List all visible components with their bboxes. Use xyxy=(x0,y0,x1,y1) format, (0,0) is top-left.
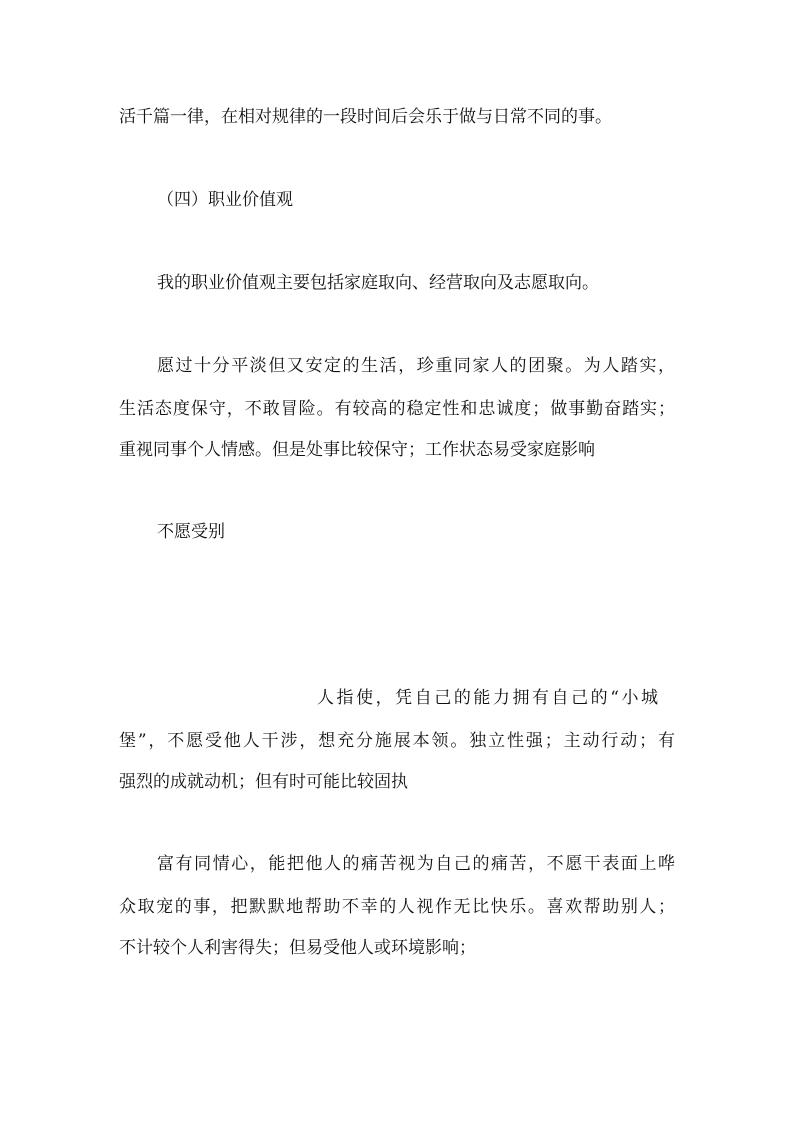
text-line-6: 重视同事个人情感。但是处事比较保守；工作状态易受家庭影响 xyxy=(119,440,595,460)
text-line-10: 强烈的成就动机；但有时可能比较固执 xyxy=(119,772,408,792)
text-line-9: 堡”，不愿受他人干涉，想充分施展本领。独立性强；主动行动；有 xyxy=(119,731,675,751)
text-line-1: 活千篇一律，在相对规律的一段时间后会乐于做与日常不同的事。 xyxy=(119,107,612,127)
text-line-12: 众取宠的事，把默默地帮助不幸的人视作无比快乐。喜欢帮助别人； xyxy=(119,897,675,917)
text-line-13: 不计较个人利害得失；但易受他人或环境影响； xyxy=(119,938,476,958)
text-line-8: 人指使，凭自己的能力拥有自己的“小城 xyxy=(317,688,658,708)
text-line-4: 愿过十分平淡但又安定的生活，珍重同家人的团聚。为人踏实， xyxy=(157,356,675,376)
section-heading: （四）职业价值观 xyxy=(157,190,293,210)
text-line-7: 不愿受别 xyxy=(157,522,225,542)
text-line-3: 我的职业价值观主要包括家庭取向、经营取向及志愿取向。 xyxy=(157,273,599,293)
text-line-5: 生活态度保守，不敢冒险。有较高的稳定性和忠诚度；做事勤奋踏实； xyxy=(119,399,675,419)
text-line-11: 富有同情心，能把他人的痛苦视为自己的痛苦，不愿干表面上哗 xyxy=(157,854,675,874)
